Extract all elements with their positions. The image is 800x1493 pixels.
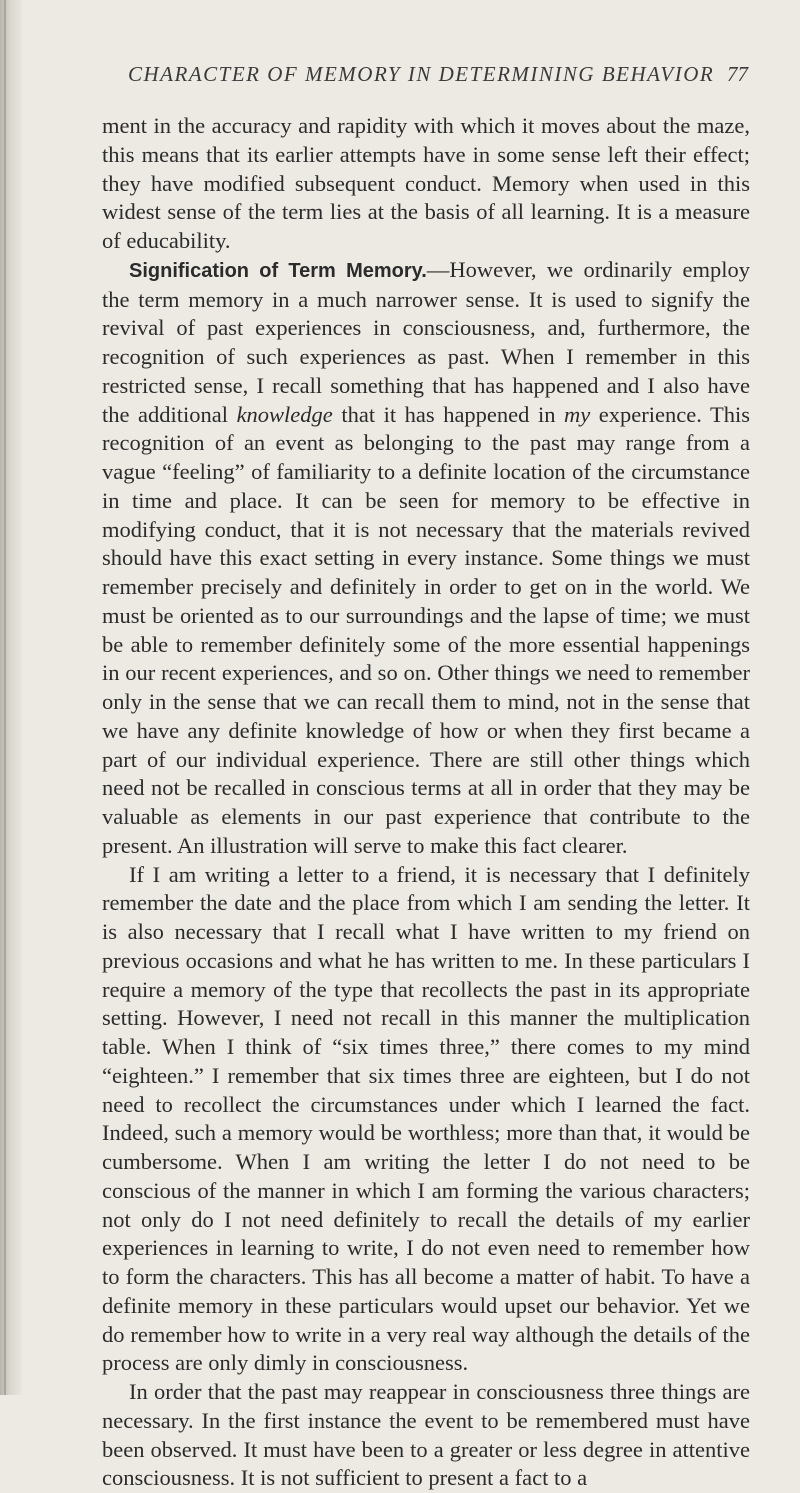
paragraph-1-text: ment in the accuracy and rapidity with which it moves about the maze, this means that its earlier attempts have in some sense left their effect; they have modified subsequent conduct. Memory when used in this widest sense of the term lies at the basis of all learning. It is a measure of educability.: [102, 113, 750, 253]
paragraph-3-text: If I am writing a letter to a friend, it is necessary that I definitely remember the date and the place from which I am sending the letter. It is also necessary that I recall what I have written to my friend on previous occasions and what he has written to me. In these particulars I require a memory of the type that recollects the past in its appropriate setting. However, I need not recall in this manner the multiplication table. When I think of “six times three,” there comes to my mind “eighteen.” I remember that six times three are eighteen, but I do not need to recollect the circumstances under which I learned the fact. Indeed, such a memory would be worthless; more than that, it would be cumbersome. When I am writing the letter I do not need to be conscious of the manner in which I am forming the various characters; not only do I not need definitely to recall the details of my earlier experiences in learning to write, I do not even need to remember how to form the characters. This has all become a matter of habit. To have a definite memory in these particulars would upset our behavior. Yet we do remember how to write in a very real way although the details of the process are only dimly in consciousness.: [102, 861, 750, 1376]
paragraph-2: [102, 256, 750, 861]
paragraph-2-text-c: experience. This recognition of an event as belonging to the past may range from a vague “feeling” of familiarity to a definite location of the circumstance in time and place. It can be seen for memory to be effective in modifying conduct, that it is not necessary that the materials revived should have this exact setting in every instance. Some things we must remember precisely and definitely in order to get on in the world. We must be oriented as to our surroundings and the lapse of time; we must be able to remember definitely some of the more essential happenings in our recent experiences, and so on. Other things we need to remember only in the sense that we can recall them to mind, not in the sense that we have any definite knowledge of how or when they first became a part of our individual experience. There are still other things which need not be recalled in conscious terms at all in order that they may be valuable as elements in our past experience that contribute to the present. An illustration will serve to make this fact clearer.: [102, 401, 750, 858]
binding-edge-line: [4, 0, 6, 1395]
running-head: [128, 62, 748, 102]
paragraph-1: [102, 112, 750, 256]
paragraph-4: [102, 1378, 750, 1493]
paragraph-4-text: In order that the past may reappear in consciousness three things are necessary. In the first instance the event to be remembered must have been observed. It must have been to a greater or less degree in attentive consciousness. It is not sufficient to present a fact to a: [102, 1379, 750, 1491]
emphasis-knowledge: knowledge: [236, 401, 333, 427]
section-heading: Signification of Term Memory.: [129, 259, 427, 282]
page-number: 77: [727, 62, 748, 86]
body-text: [102, 112, 750, 1493]
paragraph-3: [102, 861, 750, 1379]
emphasis-my: my: [564, 401, 591, 427]
paragraph-2-text-b: that it has happened in: [332, 401, 564, 427]
paragraph-2-text-a: —However, we ordinarily employ the term memory in a much narrower sense. It is used to signify the revival of past experiences in consciousness, and, furthermore, the recognition of such experiences as past. When I remember in this restricted sense, I recall something that has happened and I also have the additional: [102, 256, 750, 427]
running-title: CHARACTER OF MEMORY IN DETERMINING BEHAVIOR: [128, 62, 715, 86]
